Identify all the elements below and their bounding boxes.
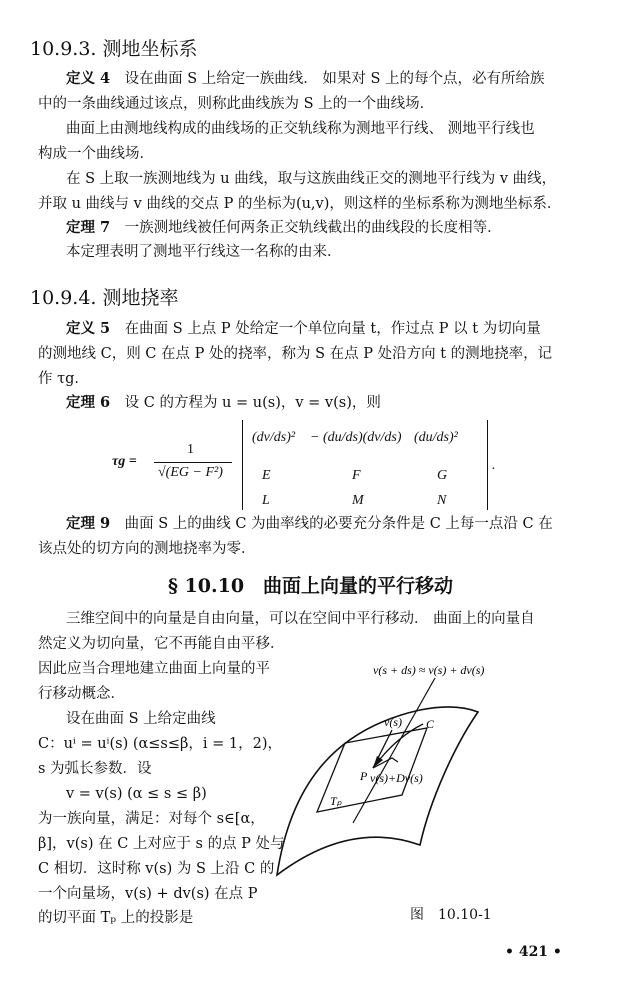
- label-projection: v(s)+Dv(s): [370, 771, 423, 785]
- text-line: [66, 710, 216, 728]
- text-line: [66, 394, 381, 412]
- text-content: 设在曲面 S 上给定一族曲线． 如果对 S 上的每个点，必有所给族: [110, 71, 545, 87]
- text-line: [38, 660, 270, 678]
- text-content: 的测地线 C，则 C 在点 P 处的挠率，称为 S 在点 P 处沿方向 t 的测地挠率，记: [38, 346, 553, 362]
- text-line: [38, 909, 193, 927]
- torsion-formula: [112, 418, 512, 510]
- text-content: v = v(s) (α ≤ s ≤ β): [66, 786, 207, 802]
- text-content: β]，v(s) 在 C 上对应于 s 的点 P 处与: [38, 836, 285, 852]
- text-line: [38, 835, 285, 853]
- text-content: 作 τg．: [38, 371, 89, 387]
- text-line: [66, 120, 535, 138]
- term-label: 定义 5: [66, 320, 111, 337]
- text-line: [38, 145, 154, 163]
- fraction-bar: [154, 462, 232, 463]
- text-line: [66, 243, 342, 261]
- text-content: 一个向量场，v(s) + dv(s) 在点 P: [38, 886, 258, 902]
- text-content: 设在曲面 S 上给定曲线: [66, 711, 216, 727]
- det-cell: G: [437, 468, 448, 483]
- figure-caption: 图 10.10-1: [410, 907, 492, 923]
- text-line: [38, 195, 561, 213]
- text-line: [38, 885, 258, 903]
- section-heading-10-9-3: 10.9.3. 测地坐标系: [30, 38, 198, 60]
- text-content: 在 S 上取一族测地线为 u 曲线，取与这族曲线正交的测地平行线为 v 曲线，: [66, 171, 557, 187]
- text-content: 设 C 的方程为 u = u(s)，v = v(s)，则: [110, 395, 381, 411]
- text-content: 因此应当合理地建立曲面上向量的平: [38, 661, 270, 677]
- label-v-s: v(s): [384, 715, 402, 729]
- label-tangent-plane: Tₚ: [330, 794, 342, 808]
- text-line: [66, 70, 545, 88]
- text-line: [66, 219, 502, 237]
- text-line: [66, 610, 535, 628]
- section-heading-10-10: § 10.10 曲面上向量的平行移动: [168, 575, 454, 597]
- text-content: s 为弧长参数．设: [38, 761, 152, 777]
- figure-surface-parallel-transport: [260, 650, 600, 900]
- text-content: 中的一条曲线通过该点，则称此曲线族为 S 上的一个曲线场．: [38, 96, 435, 112]
- section-heading-10-9-4: 10.9.4. 测地挠率: [30, 287, 179, 309]
- term-label: 定理 9: [66, 515, 111, 532]
- determinant-bar-left: [242, 420, 243, 510]
- text-content: C 相切．这时称 v(s) 为 S 上沿 C 的: [38, 861, 275, 877]
- det-cell: N: [437, 493, 447, 508]
- text-line: [66, 785, 207, 803]
- text-content: 构成一个曲线场．: [38, 146, 154, 162]
- det-cell: M: [352, 493, 364, 508]
- det-cell: (dv/ds)²: [252, 430, 296, 445]
- text-line: [38, 345, 552, 363]
- text-line: [38, 860, 274, 878]
- text-content: 一族测地线被任何两条正交轨线截出的曲线段的长度相等．: [110, 220, 502, 236]
- formula-denominator: √(EG − F²): [158, 465, 223, 480]
- formula-numerator: 1: [187, 442, 194, 457]
- text-content: C：uⁱ = uⁱ(s) (α≤s≤β，i = 1，2)，: [38, 736, 283, 752]
- text-content: 三维空间中的向量是自由向量，可以在空间中平行移动． 曲面上的向量自: [66, 611, 535, 627]
- text-content: 该点处的切方向的测地挠率为零．: [38, 541, 256, 557]
- formula-end: .: [492, 458, 496, 473]
- normal-line: [353, 678, 435, 823]
- formula-lhs: τg =: [112, 454, 137, 469]
- text-content: 曲面 S 上的曲线 C 为曲率线的必要充分条件是 C 上每一点沿 C 在: [110, 516, 553, 532]
- det-cell: − (du/ds)(dv/ds): [310, 430, 402, 445]
- text-content: 的切平面 Tₚ 上的投影是: [38, 910, 194, 926]
- text-line: [38, 540, 256, 558]
- text-line: [38, 760, 152, 778]
- label-c: C: [426, 717, 435, 731]
- text-line: [66, 320, 541, 338]
- det-cell: E: [262, 468, 271, 483]
- text-line: [38, 370, 89, 388]
- label-p: P: [360, 769, 368, 783]
- det-cell: (du/ds)²: [414, 430, 458, 445]
- text-line: [66, 515, 553, 533]
- det-cell: L: [262, 493, 270, 508]
- term-label: 定义 4: [66, 70, 111, 87]
- text-line: [38, 95, 434, 113]
- text-line: [66, 170, 556, 188]
- text-content: 行移动概念．: [38, 686, 125, 702]
- text-content: 为一族向量，满足：对每个 s∈[α，: [38, 811, 265, 827]
- label-v-s-ds: v(s + ds) ≈ v(s) + dv(s): [373, 663, 485, 677]
- text-line: [38, 735, 282, 753]
- text-line: [38, 685, 125, 703]
- text-line: [38, 635, 285, 653]
- text-content: 在曲面 S 上点 P 处给定一个单位向量 t，作过点 P 以 t 为切向量: [110, 321, 541, 337]
- det-cell: F: [352, 468, 361, 483]
- determinant-bar-right: [487, 420, 488, 510]
- text-line: [38, 810, 265, 828]
- term-label: 定理 7: [66, 219, 111, 236]
- text-content: 本定理表明了测地平行线这一名称的由来．: [66, 244, 342, 260]
- page-number: • 421 •: [505, 944, 562, 960]
- surface-outline: [277, 707, 478, 875]
- text-content: 曲面上由测地线构成的曲线场的正交轨线称为测地平行线、 测地平行线也: [66, 121, 535, 137]
- text-content: 然定义为切向量，它不再能自由平移．: [38, 636, 285, 652]
- term-label: 定理 6: [66, 394, 111, 411]
- text-content: 并取 u 曲线与 v 曲线的交点 P 的坐标为(u,v)，则这样的坐标系称为测地坐标系．: [38, 196, 562, 212]
